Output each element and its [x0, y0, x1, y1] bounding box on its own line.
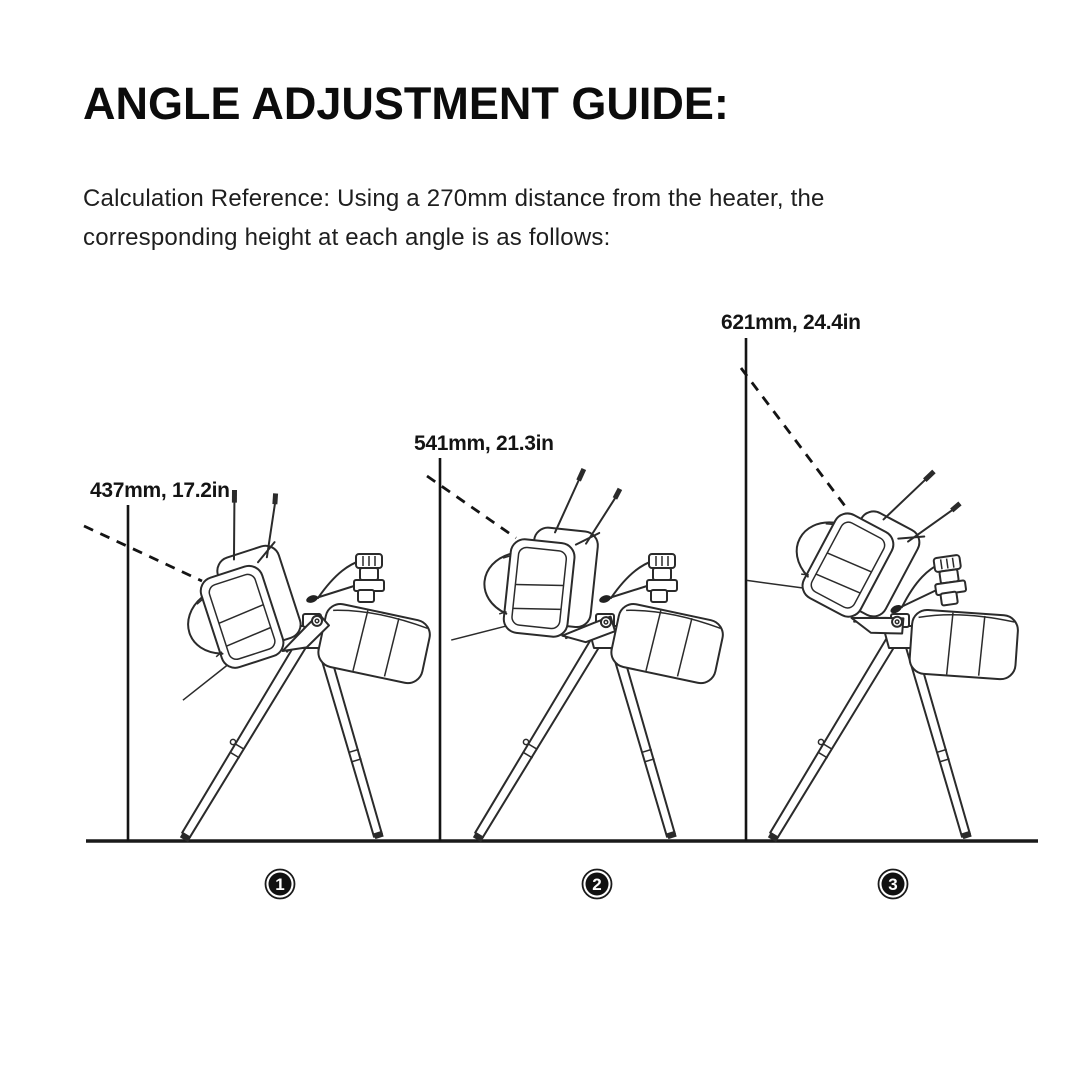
- heater-unit-3: [747, 418, 1028, 840]
- position-badge-3: [879, 870, 908, 899]
- position-badge-1: [266, 870, 295, 899]
- position-badge-2: [583, 870, 612, 899]
- heater-head-2: [451, 457, 631, 657]
- measure-label-3: 621mm, 24.4in: [721, 311, 861, 334]
- badge-number-2: 2: [592, 875, 602, 894]
- measure-label-1: 437mm, 17.2in: [90, 479, 230, 502]
- page-title: ANGLE ADJUSTMENT GUIDE:: [83, 78, 729, 129]
- measure-label-2: 541mm, 21.3in: [414, 432, 554, 455]
- leader-line-3: [741, 368, 845, 506]
- badge-number-3: 3: [888, 875, 898, 894]
- heater-head-1: [126, 475, 337, 700]
- heater-unit-1: [126, 475, 433, 839]
- intro-line-2: corresponding height at each angle is as follows:: [83, 224, 611, 251]
- leader-line-1: [84, 526, 202, 581]
- intro-line-1: Calculation Reference: Using a 270mm distance from the heater, the: [83, 185, 825, 212]
- heater-unit-2: [451, 457, 725, 840]
- badge-number-1: 1: [275, 875, 285, 894]
